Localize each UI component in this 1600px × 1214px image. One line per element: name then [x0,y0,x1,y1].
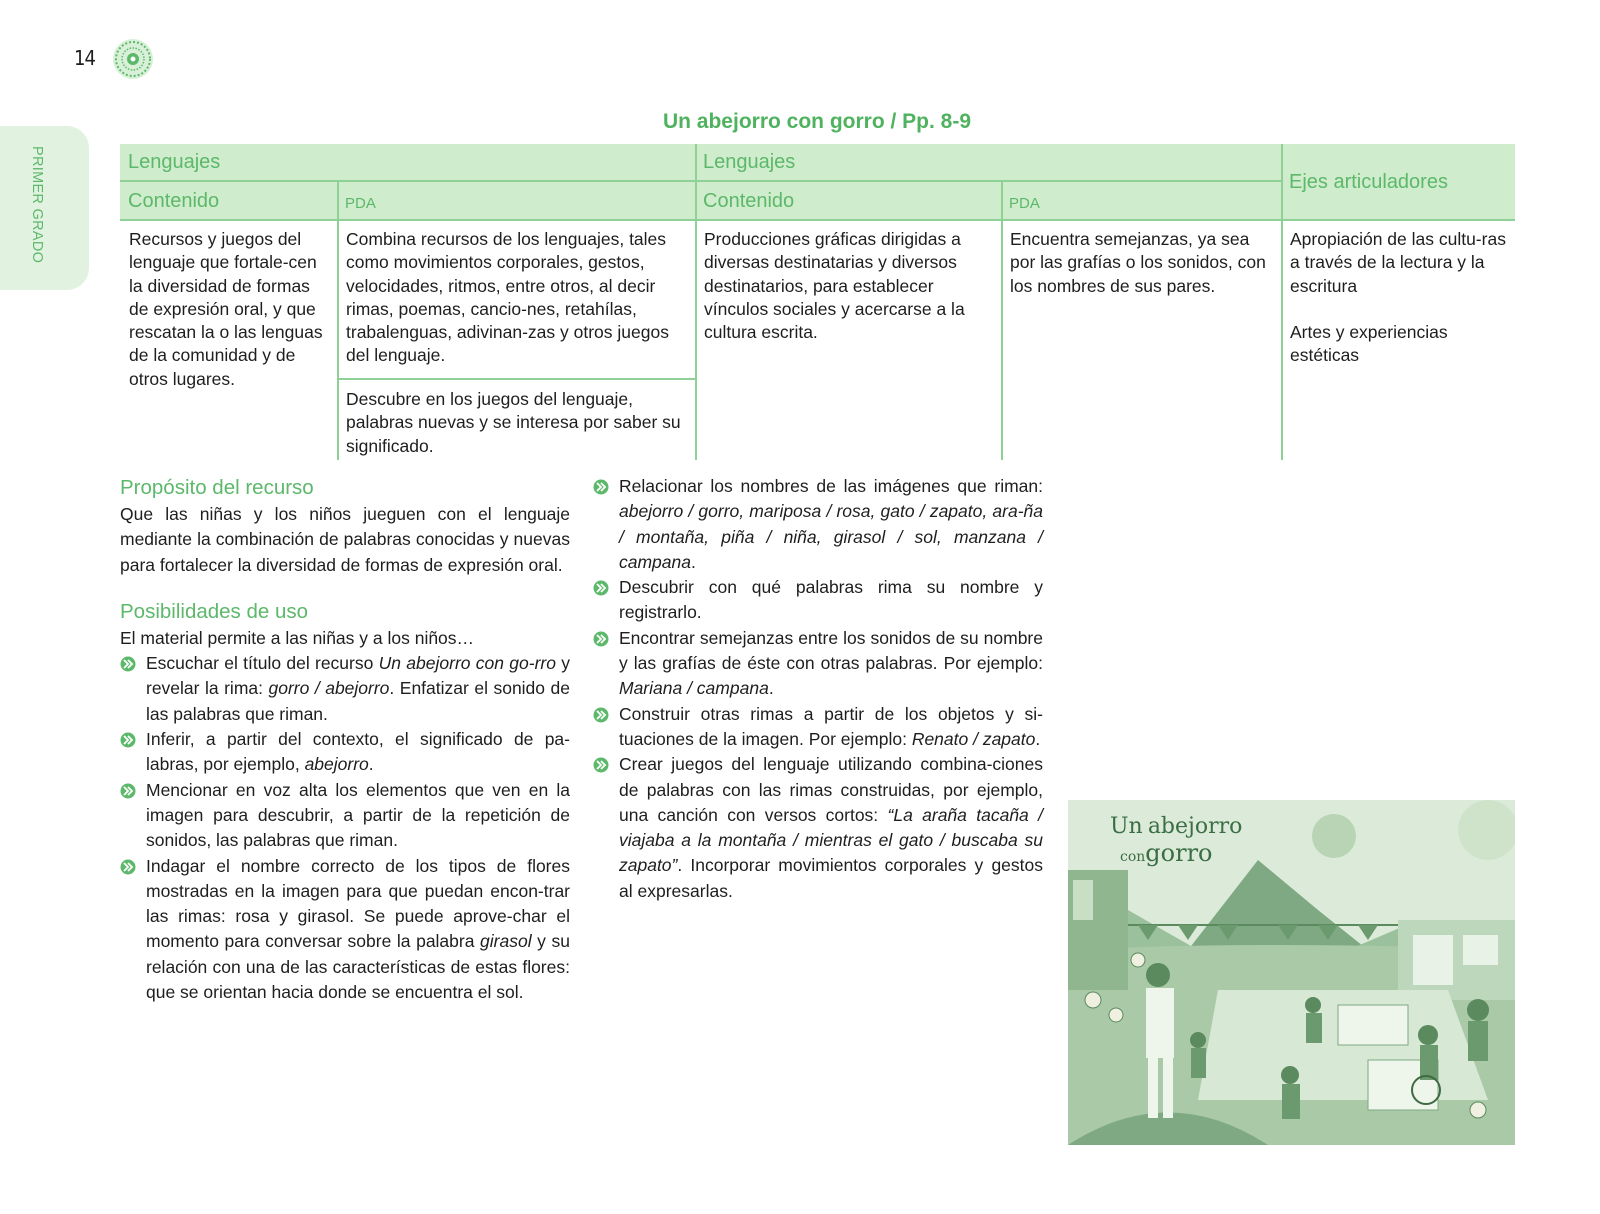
list-item: Mencionar en voz alta los elementos que ven en la imagen para descubrir, a partir de la repetición de sonidos, las palabras que riman. [120,778,570,854]
header-pda-2: PDA [1001,182,1281,220]
header-lenguajes-2: Lenguajes [695,144,1281,180]
header-contenido-2: Contenido [695,182,1001,220]
posibilidades-list [120,651,570,1005]
arrow-bullet-icon [593,707,609,723]
eje-lectura-escritura: Apropiación de las cultu-ras a través de la lectura y la escritura [1290,229,1506,296]
list-item: Inferir, a partir del contexto, el significado de pa-labras, por ejemplo, abejorro. [120,727,570,778]
page-title: Un abejorro con gorro / Pp. 8-9 [662,110,972,133]
header-pda-1: PDA [337,182,695,220]
cell-pda-1b: Descubre en los juegos del lenguaje, palabras nuevas y se interesa por saber su significado. [346,389,681,456]
posibilidades-heading: Posibilidades de uso [120,599,309,623]
list-item: Descubrir con qué palabras rima su nombre y registrarlo. [593,575,1043,626]
list-item: Relacionar los nombres de las imágenes que riman: abejorro / gorro, mariposa / rosa, gato / zapato, ara-ña / montaña, piña / niña, girasol / sol, manzana / campana. [593,474,1043,575]
illustration-title: Un abejorro congorro [1110,814,1243,867]
cell-ejes [1281,220,1515,375]
arrow-bullet-icon [120,732,136,748]
list-item: Crear juegos del lenguaje utilizando combina-ciones de palabras con las rimas construidas, por ejemplo, una canción con versos cortos: “La araña tacaña / viajaba a la montaña / mientras el gato / buscaba su zapato”. Incorporar movimientos corporales y gestos al expresarlas. [593,752,1043,904]
arrow-bullet-icon [593,580,609,596]
arrow-bullet-icon [593,479,609,495]
arrow-bullet-icon [120,859,136,875]
arrow-bullet-icon [120,656,136,672]
header-ejes-articuladores: Ejes articuladores [1281,144,1515,220]
cell-pda-1a: Combina recursos de los lenguajes, tales como movimientos corporales, gestos, velocidades, ritmos, entre otros, al decir rimas, poemas, cancio-nes, retahílas, trabalenguas, adivinan-zas y otros juegos del lenguaje. [346,229,669,366]
eje-artes: Artes y experiencias estéticas [1290,321,1448,366]
grade-label: PRIMER GRADO [29,146,45,264]
proposito-heading: Propósito del recurso [120,476,314,499]
cell-contenido-2: Producciones gráficas dirigidas a diversas destinatarias y diversos destinatarios, para establecer vínculos sociales y acercarse a la cultura escrita. [704,229,965,343]
proposito-text: Que las niñas y los niños jueguen con el lenguaje mediante la combinación de palabras conocidas y nuevas para fortalecer la diversidad de formas de expresión oral. [120,504,570,575]
book-cover-illustration [1068,800,1515,1145]
arrow-bullet-icon [593,757,609,773]
left-column [120,474,570,1005]
grade-side-tab [0,126,89,290]
sun-logo-icon [112,38,154,80]
middle-column [593,474,1043,904]
arrow-bullet-icon [120,783,136,799]
cell-contenido-1: Recursos y juegos del lenguaje que fortale-cen la diversidad de formas de expresión oral, y que rescatan la o las lenguas de la comunidad y de otros lugares. [129,229,323,389]
page-number: 14 [74,46,95,70]
arrow-bullet-icon [593,631,609,647]
curriculum-table [120,144,1515,460]
list-item: Escuchar el título del recurso Un abejorro con go-rro y revelar la rima: gorro / abejorro. Enfatizar el sonido de las palabras que riman. [120,651,570,727]
header-lenguajes-1: Lenguajes [120,144,695,180]
list-item: Encontrar semejanzas entre los sonidos de su nombre y las grafías de éste con otras palabras. Por ejemplo: Mariana / campana. [593,626,1043,702]
header-contenido-1: Contenido [120,182,337,220]
list-item: Indagar el nombre correcto de los tipos de flores mostradas en la imagen para que puedan encon-trar las rimas: rosa y girasol. Se puede aprove-char el momento para conversar sobre la palabra girasol y su relación con una de las características de estas flores: que se orientan hacia donde se encuentra el sol. [120,854,570,1006]
activities-list [593,474,1043,904]
list-item: Construir otras rimas a partir de los objetos y si-tuaciones de la imagen. Por ejemplo: Renato / zapato. [593,702,1043,753]
posibilidades-intro: El material permite a las niñas y a los niños… [120,627,475,648]
cell-pda-2: Encuentra semejanzas, ya sea por las grafías o los sonidos, con los nombres de sus pares. [1010,229,1266,296]
